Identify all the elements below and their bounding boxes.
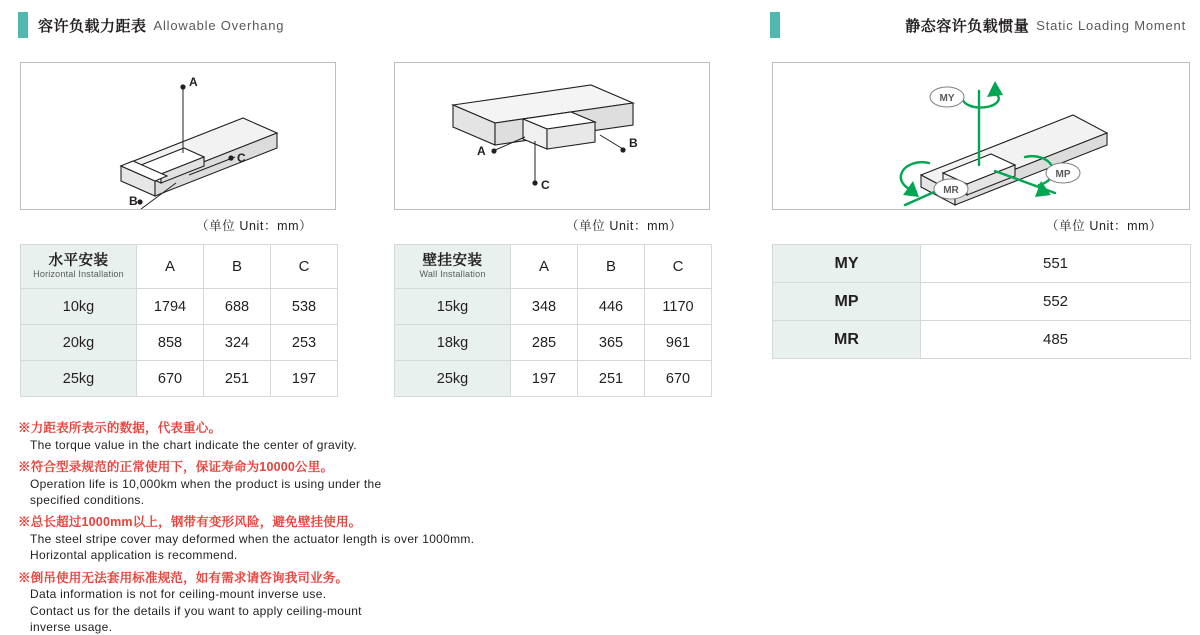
moment-label-my	[930, 87, 964, 107]
cell-mr-value: 485	[921, 321, 1191, 359]
cell-b: 688	[204, 289, 271, 325]
notes-block	[18, 420, 638, 635]
table-horizontal-installation	[20, 244, 338, 397]
cell-b: 251	[204, 361, 271, 397]
cell-c: 197	[271, 361, 338, 397]
cell-a: 197	[511, 361, 578, 397]
table-row	[773, 283, 1191, 321]
cell-a: 285	[511, 325, 578, 361]
section-title-cn: 容许负载力距表	[38, 17, 147, 35]
row-label: 18kg	[395, 325, 511, 361]
table-row	[395, 289, 712, 325]
section-header-allowable-overhang	[18, 12, 744, 38]
table-wall-installation	[394, 244, 712, 397]
moment-label-mp	[1046, 163, 1080, 183]
section-title-cn: 静态容许负载惯量	[905, 17, 1030, 35]
note-4-en-line-3: inverse usage.	[30, 619, 113, 634]
row-label: 10kg	[21, 289, 137, 325]
cell-a: 1794	[137, 289, 204, 325]
row-label-mr: MR	[773, 321, 921, 359]
figure-label-a: A	[189, 75, 198, 89]
table-row	[395, 325, 712, 361]
table-row	[21, 289, 338, 325]
cell-a: 858	[137, 325, 204, 361]
figure-label-c: C	[541, 178, 550, 192]
note-3-en-line-2: Horizontal application is recommend.	[30, 548, 238, 563]
note-4-en-line-1: Data information is not for ceiling-mount inverse use.	[30, 587, 327, 602]
column-header-c: C	[271, 245, 338, 289]
note-4-cn: ※倒吊使用无法套用标准规范，如有需求请咨询我司业务。	[18, 570, 349, 585]
section-header-static-loading-moment	[770, 12, 1190, 38]
row-label: 25kg	[21, 361, 137, 397]
accent-bar	[18, 12, 28, 38]
table-row	[21, 325, 338, 361]
note-1-en-line-1: The torque value in the chart indicate the center of gravity.	[30, 437, 357, 452]
note-2-en-line-1: Operation life is 10,000km when the product is using under the	[30, 476, 382, 491]
column-header-b: B	[204, 245, 271, 289]
column-header-c: C	[645, 245, 712, 289]
cell-mp-value: 552	[921, 283, 1191, 321]
table-row	[21, 361, 338, 397]
accent-bar	[770, 12, 780, 38]
cell-c: 253	[271, 325, 338, 361]
figure-label-b: B	[129, 194, 138, 208]
figure-label-c: C	[237, 151, 246, 165]
table-header-title-cn: 壁挂安装	[422, 252, 483, 269]
svg-text:MR: MR	[943, 185, 959, 196]
cell-a: 348	[511, 289, 578, 325]
table-header-title	[21, 245, 137, 289]
table-header-title-en: Wall Installation	[419, 268, 486, 279]
section-title-en: Static Loading Moment	[1036, 17, 1186, 33]
row-label: 15kg	[395, 289, 511, 325]
cell-b: 324	[204, 325, 271, 361]
note-3-cn: ※总长超过1000mm以上，钢带有变形风险，避免壁挂使用。	[18, 515, 362, 530]
svg-text:MY: MY	[939, 93, 955, 104]
cell-c: 670	[645, 361, 712, 397]
cell-c: 538	[271, 289, 338, 325]
table-header-row	[395, 245, 712, 289]
moment-label-mr	[934, 179, 968, 199]
table-header-title	[395, 245, 511, 289]
svg-text:MP: MP	[1055, 169, 1071, 180]
column-header-a: A	[137, 245, 204, 289]
section-header-text-wrap	[780, 12, 1190, 38]
cell-c: 1170	[645, 289, 712, 325]
figure-wall-installation	[394, 62, 710, 210]
note-2-en-line-2: specified conditions.	[30, 493, 145, 508]
note-1-cn: ※力距表所表示的数据，代表重心。	[18, 421, 222, 435]
note-4-en-line-2: Contact us for the details if you want to apply ceiling-mount	[30, 603, 362, 618]
table-row	[773, 245, 1191, 283]
table-row	[395, 361, 712, 397]
unit-label-fig2: （单位 Unit：mm）	[566, 219, 683, 233]
cell-b: 446	[578, 289, 645, 325]
row-label: 25kg	[395, 361, 511, 397]
figure-static-loading-moment	[772, 62, 1190, 210]
row-label: 20kg	[21, 325, 137, 361]
figure-horizontal-installation	[20, 62, 336, 210]
horizontal-actuator-diagram	[21, 63, 335, 209]
unit-label-fig1: （单位 Unit：mm）	[196, 219, 313, 233]
figure-label-a: A	[477, 144, 486, 158]
column-header-a: A	[511, 245, 578, 289]
cell-my-value: 551	[921, 245, 1191, 283]
wall-actuator-diagram	[395, 63, 709, 209]
table-static-loading-moment	[772, 244, 1191, 359]
cell-a: 670	[137, 361, 204, 397]
note-2-cn: ※符合型录规范的正常使用下，保证寿命为10000公里。	[18, 460, 334, 475]
unit-label-fig3: （单位 Unit：mm）	[1046, 219, 1163, 233]
table-header-title-cn: 水平安装	[48, 252, 109, 269]
table-header-title-en: Horizontal Installation	[33, 268, 124, 279]
figure-label-b: B	[629, 136, 638, 150]
cell-b: 365	[578, 325, 645, 361]
note-3-en-line-1: The steel stripe cover may deformed when the actuator length is over 1000mm.	[30, 532, 475, 547]
row-label-my: MY	[773, 245, 921, 283]
section-header-text-wrap	[28, 12, 744, 38]
table-row	[773, 321, 1191, 359]
row-label-mp: MP	[773, 283, 921, 321]
column-header-b: B	[578, 245, 645, 289]
table-header-row	[21, 245, 338, 289]
moment-actuator-diagram	[773, 63, 1189, 209]
cell-b: 251	[578, 361, 645, 397]
section-title-en: Allowable Overhang	[153, 17, 285, 33]
cell-c: 961	[645, 325, 712, 361]
